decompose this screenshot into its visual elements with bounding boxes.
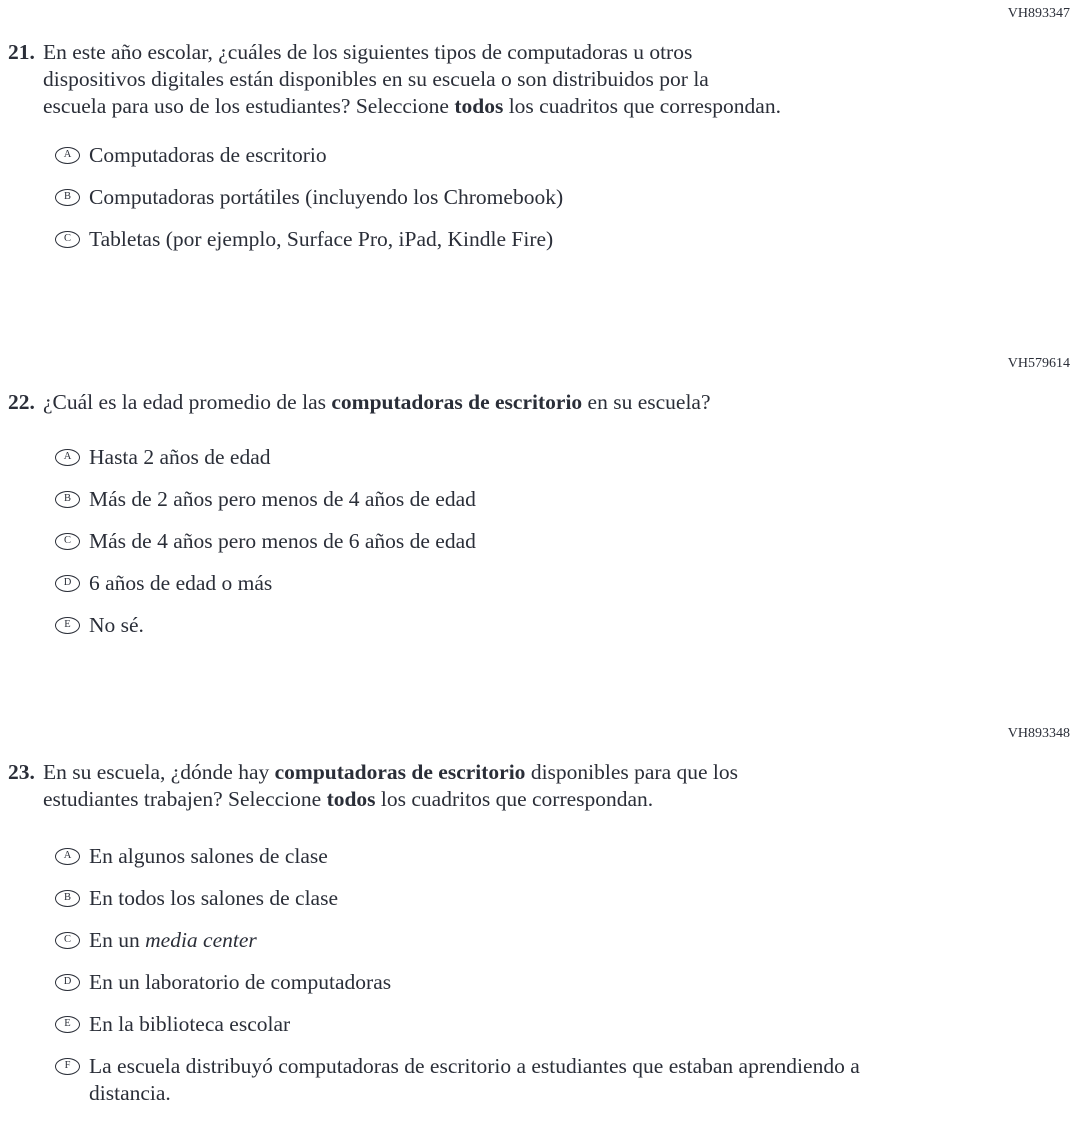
text-line [89,969,1078,996]
text-line [89,528,1078,555]
text-segment: los cuadritos que correspondan. [503,94,781,118]
text-segment: 6 años de edad o más [89,571,273,595]
option-B[interactable] [0,885,1078,912]
option-label [89,184,1078,211]
answer-bubble-E[interactable]: E [55,617,80,634]
answer-bubble-C[interactable]: C [55,932,80,949]
option-label [89,528,1078,555]
answer-bubble-D[interactable]: D [55,974,80,991]
text-segment: En un laboratorio de computadoras [89,970,392,994]
text-line [43,389,1078,416]
question-block-21 [0,6,1078,268]
option-C[interactable] [0,528,1078,555]
option-A[interactable] [0,142,1078,169]
text-segment: Computadoras portátiles (incluyendo los Chromebook) [89,185,564,209]
answer-bubble-A[interactable]: A [55,848,80,865]
option-label [89,486,1078,513]
text-segment: escuela para uso de los estudiantes? Seleccione [43,94,455,118]
text-segment: computadoras de escritorio [274,760,526,784]
question-prompt-row [0,389,1078,416]
text-segment: computadoras de escritorio [331,390,583,414]
text-line [89,927,1078,954]
text-segment: En un [89,928,146,952]
answer-bubble-A[interactable]: A [55,449,80,466]
text-segment: todos [326,787,376,811]
text-line [43,786,1078,813]
option-label [89,927,1078,954]
text-segment: En su escuela, ¿dónde hay [43,760,275,784]
question-code: VH893348 [1007,726,1070,741]
text-line [89,142,1078,169]
text-line [89,1053,1078,1080]
option-label [89,444,1078,471]
text-segment: los cuadritos que correspondan. [375,787,654,811]
option-B[interactable] [0,486,1078,513]
text-segment: En la biblioteca escolar [89,1012,291,1036]
text-line [43,759,1078,786]
text-segment: Más de 2 años pero menos de 4 años de edad [89,487,476,511]
option-F[interactable] [0,1053,1078,1107]
option-D[interactable] [0,969,1078,996]
option-C[interactable] [0,226,1078,253]
options-list [0,142,1078,253]
text-segment: En este año escolar, ¿cuáles de los siguientes tipos de computadoras u otros [43,40,693,64]
answer-bubble-C[interactable]: C [55,533,80,550]
text-line [89,885,1078,912]
text-line [89,444,1078,471]
option-label [89,1053,1078,1107]
text-line [89,612,1078,639]
answer-bubble-D[interactable]: D [55,575,80,592]
answer-bubble-F[interactable]: F [55,1058,80,1075]
text-segment: Computadoras de escritorio [89,143,327,167]
question-block-23 [0,726,1078,1122]
text-segment: Tabletas (por ejemplo, Surface Pro, iPad, Kindle Fire) [89,227,554,251]
option-E[interactable] [0,1011,1078,1038]
text-segment: Hasta 2 años de edad [89,445,271,469]
option-label [89,226,1078,253]
question-code: VH893347 [1007,6,1070,21]
question-code: VH579614 [1007,356,1070,371]
text-segment: media center [145,928,257,952]
text-line [43,93,1078,120]
question-prompt [43,759,1078,813]
option-C[interactable] [0,927,1078,954]
answer-bubble-A[interactable]: A [55,147,80,164]
answer-bubble-C[interactable]: C [55,231,80,248]
options-list [0,444,1078,639]
text-line [43,39,1078,66]
option-D[interactable] [0,570,1078,597]
option-label [89,1011,1078,1038]
text-segment: En todos los salones de clase [89,886,338,910]
text-line [89,184,1078,211]
text-segment: No sé. [89,613,144,637]
question-prompt-row [0,759,1078,813]
option-A[interactable] [0,444,1078,471]
text-segment: Más de 4 años pero menos de 6 años de edad [89,529,476,553]
question-prompt [43,389,1078,416]
question-number: 22. [8,390,35,414]
option-B[interactable] [0,184,1078,211]
text-line [89,1011,1078,1038]
text-segment: en su escuela? [582,390,711,414]
text-segment: dispositivos digitales están disponibles en su escuela o son distribuidos por la [43,67,709,91]
answer-bubble-B[interactable]: B [55,189,80,206]
options-list [0,843,1078,1107]
option-label [89,885,1078,912]
text-line [89,486,1078,513]
question-prompt-row [0,39,1078,120]
text-segment: La escuela distribuyó computadoras de escritorio a estudiantes que estaban aprendiendo a [89,1054,860,1078]
text-line [89,1080,1078,1107]
text-segment: ¿Cuál es la edad promedio de las [43,390,332,414]
text-line [89,570,1078,597]
text-line [89,226,1078,253]
answer-bubble-B[interactable]: B [55,491,80,508]
text-segment: todos [454,94,504,118]
text-line [89,843,1078,870]
option-E[interactable] [0,612,1078,639]
answer-bubble-B[interactable]: B [55,890,80,907]
question-number: 21. [8,40,35,64]
text-segment: disponibles para que los [525,760,739,784]
question-block-22 [0,356,1078,654]
question-prompt [43,39,1078,120]
answer-bubble-E[interactable]: E [55,1016,80,1033]
text-segment: distancia. [89,1081,171,1105]
text-segment: estudiantes trabajen? Seleccione [43,787,327,811]
option-A[interactable] [0,843,1078,870]
option-label [89,142,1078,169]
option-label [89,570,1078,597]
option-label [89,612,1078,639]
question-number: 23. [8,760,35,784]
text-segment: En algunos salones de clase [89,844,328,868]
option-label [89,843,1078,870]
text-line [43,66,1078,93]
option-label [89,969,1078,996]
